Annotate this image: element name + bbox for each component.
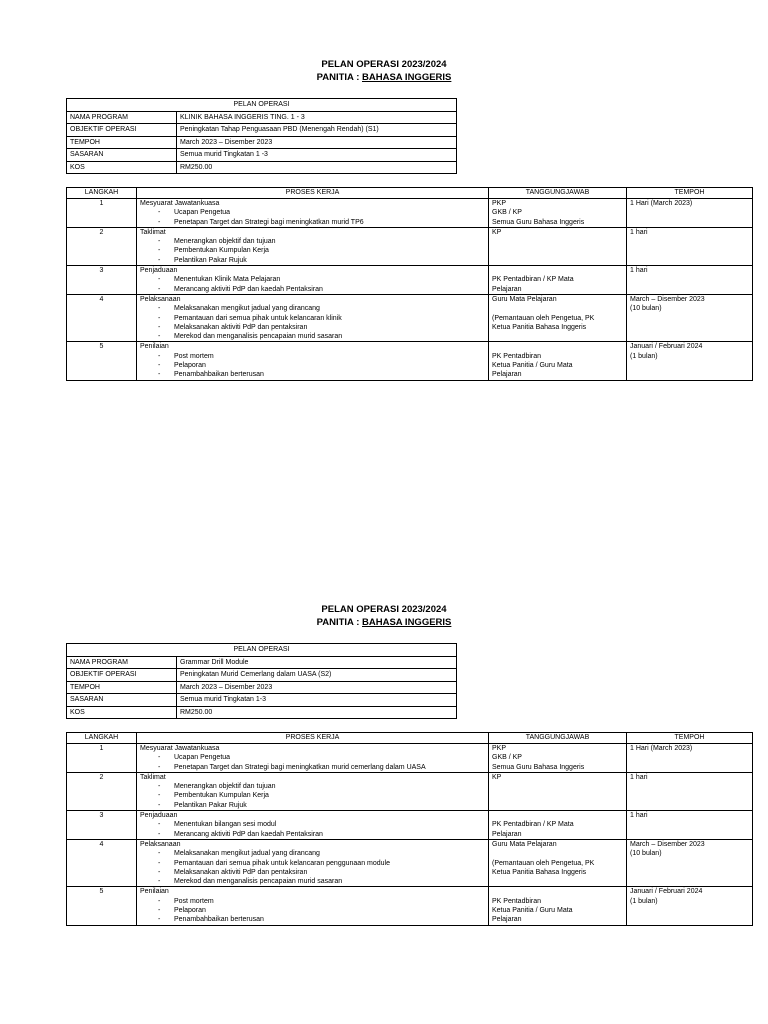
column-header-tanggung: TANGGUNGJAWAB xyxy=(489,188,627,199)
duration-line: 1 Hari (March 2023) xyxy=(630,200,693,207)
step-duration xyxy=(627,199,753,228)
info-header-row xyxy=(67,99,457,112)
responsibility-line: Pelajaran xyxy=(492,285,522,293)
step-responsibility xyxy=(489,199,627,228)
step-main-task: Penjaduaan xyxy=(140,267,178,275)
step-main-task: Penjaduaan xyxy=(140,812,178,820)
duration-line: (10 bulan) xyxy=(630,850,662,858)
info-value: KLINIK BAHASA INGGERIS TING. 1 - 3 xyxy=(177,111,457,124)
column-header-tanggung: TANGGUNGJAWAB xyxy=(489,733,627,744)
responsibility-line: Guru Mata Pelajaran xyxy=(492,840,557,848)
info-label: NAMA PROGRAM xyxy=(67,111,177,124)
step-duration xyxy=(627,744,753,773)
process-header-row xyxy=(67,733,753,744)
plan-title: PELAN OPERASI 2023/2024 xyxy=(321,59,447,70)
duration-line: Januari / Februari 2024 xyxy=(630,343,703,351)
step-main-task: Pelaksanaan xyxy=(140,295,181,303)
info-row xyxy=(67,111,457,124)
step-main-task: Penilaian xyxy=(140,343,169,351)
step-subtask: - Post mortem xyxy=(140,352,485,361)
responsibility-line: (Pemantauan oleh Pengetua, PK xyxy=(492,314,595,322)
responsibility-line: (Pemantauan oleh Pengetua, PK xyxy=(492,859,595,867)
info-value: March 2023 – Disember 2023 xyxy=(177,136,457,149)
responsibility-line: KP xyxy=(492,773,502,781)
process-step-row xyxy=(67,811,753,840)
info-value: Grammar Drill Module xyxy=(177,656,457,669)
step-subtask: - Menentukan Klinik Mata Pelajaran xyxy=(140,275,485,284)
panitia-name: BAHASA INGGERIS xyxy=(362,72,452,83)
responsibility-line: Ketua Panitia Bahasa Inggeris xyxy=(492,868,587,876)
info-row xyxy=(67,161,457,174)
duration-line: 1 hari xyxy=(630,228,648,236)
duration-line: 1 hari xyxy=(630,773,648,781)
info-value: Semua murid Tingkatan 1-3 xyxy=(177,694,457,707)
info-row xyxy=(67,124,457,137)
step-responsibility xyxy=(489,744,627,773)
info-row xyxy=(67,681,457,694)
step-responsibility xyxy=(489,887,627,925)
step-main-task: Mesyuarat Jawatankuasa xyxy=(140,745,220,752)
duration-line: (1 bulan) xyxy=(630,897,658,905)
column-header-tempoh: TEMPOH xyxy=(627,733,753,744)
step-number: 4 xyxy=(67,294,137,341)
step-subtask: - Pemantauan dari semua pihak untuk kelancaran klinik xyxy=(140,314,485,323)
step-process xyxy=(137,887,489,925)
step-number: 3 xyxy=(67,266,137,295)
process-table xyxy=(66,732,753,926)
duration-line: 1 Hari (March 2023) xyxy=(630,745,693,752)
step-responsibility xyxy=(489,266,627,295)
responsibility-line xyxy=(492,887,623,896)
info-value: RM250.00 xyxy=(177,161,457,174)
info-row xyxy=(67,669,457,682)
info-value: RM250.00 xyxy=(177,706,457,719)
step-subtask: - Merekod dan menganalisis pencapaian murid sasaran xyxy=(140,877,485,886)
column-header-langkah: LANGKAH xyxy=(67,733,137,744)
step-process xyxy=(137,227,489,265)
info-value: Peningkatan Tahap Penguasaan PBD (Menengah Rendah) (S1) xyxy=(177,124,457,137)
responsibility-line xyxy=(492,849,623,858)
step-responsibility xyxy=(489,811,627,840)
process-header-row xyxy=(67,188,753,199)
duration-line: March – Disember 2023 xyxy=(630,295,705,303)
process-table xyxy=(66,187,753,381)
step-subtask: - Melaksanakan aktiviti PdP dan pentaksiran xyxy=(140,868,485,877)
column-header-proses: PROSES KERJA xyxy=(137,733,489,744)
info-row xyxy=(67,656,457,669)
step-process xyxy=(137,199,489,228)
process-step-row xyxy=(67,744,753,773)
step-process xyxy=(137,811,489,840)
info-header-row xyxy=(67,644,457,657)
info-value: Semua murid Tingkatan 1 -3 xyxy=(177,149,457,162)
responsibility-line: PKP xyxy=(492,745,507,752)
info-row xyxy=(67,136,457,149)
step-subtask: - Penambahbaikan berterusan xyxy=(140,370,485,379)
step-responsibility xyxy=(489,839,627,886)
step-subtask: - Post mortem xyxy=(140,897,485,906)
step-subtask: - Menentukan bilangan sesi modul xyxy=(140,820,485,829)
step-duration xyxy=(627,811,753,840)
responsibility-line xyxy=(492,342,623,351)
info-label: NAMA PROGRAM xyxy=(67,656,177,669)
step-duration xyxy=(627,266,753,295)
step-process xyxy=(137,342,489,380)
responsibility-line: PK Pentadbiran / KP Mata xyxy=(492,276,574,284)
responsibility-line: Ketua Panitia Bahasa Inggeris xyxy=(492,323,587,331)
step-duration xyxy=(627,839,753,886)
responsibility-line xyxy=(492,266,623,275)
process-step-row xyxy=(67,294,753,341)
program-info-table xyxy=(66,643,457,719)
step-subtask: - Pembentukan Kumpulan Kerja xyxy=(140,791,485,800)
step-subtask: - Merekod dan menganalisis pencapaian murid sasaran xyxy=(140,332,485,341)
step-main-task: Taklimat xyxy=(140,773,166,781)
info-label: KOS xyxy=(67,161,177,174)
responsibility-line: Pelajaran xyxy=(492,830,522,838)
duration-line: Januari / Februari 2024 xyxy=(630,888,703,896)
step-subtask: - Pembentukan Kumpulan Kerja xyxy=(140,246,485,255)
step-duration xyxy=(627,887,753,925)
responsibility-line: KP xyxy=(492,228,502,236)
step-duration xyxy=(627,227,753,265)
info-label: OBJEKTIF OPERASI xyxy=(67,124,177,137)
step-process xyxy=(137,744,489,773)
step-duration xyxy=(627,772,753,810)
step-process xyxy=(137,839,489,886)
panitia-label: PANITIA : xyxy=(316,72,360,83)
step-subtask: - Melaksanakan mengikut jadual yang dirancang xyxy=(140,304,485,313)
step-subtask: - Melaksanakan mengikut jadual yang dirancang xyxy=(140,849,485,858)
step-process xyxy=(137,294,489,341)
info-row xyxy=(67,706,457,719)
step-responsibility xyxy=(489,342,627,380)
info-header: PELAN OPERASI xyxy=(67,99,457,112)
responsibility-line: Ketua Panitia / Guru Mata xyxy=(492,907,573,915)
step-subtask: - Penetapan Target dan Strategi bagi meningkatkan murid cemerlang dalam UASA xyxy=(140,763,485,772)
responsibility-line: Pelajaran xyxy=(492,371,522,379)
responsibility-line: PK Pentadbiran xyxy=(492,897,542,905)
panitia-line xyxy=(0,71,768,84)
responsibility-line: GKB / KP xyxy=(492,209,522,217)
responsibility-line xyxy=(492,811,623,820)
step-subtask: - Pemantauan dari semua pihak untuk kelancaran penggunaan module xyxy=(140,859,485,868)
step-main-task: Mesyuarat Jawatankuasa xyxy=(140,200,220,207)
column-header-proses: PROSES KERJA xyxy=(137,188,489,199)
column-header-tempoh: TEMPOH xyxy=(627,188,753,199)
step-number: 2 xyxy=(67,772,137,810)
program-info-table xyxy=(66,98,457,174)
process-step-row xyxy=(67,839,753,886)
process-step-row xyxy=(67,266,753,295)
duration-line: 1 hari xyxy=(630,812,648,820)
info-label: KOS xyxy=(67,706,177,719)
responsibility-line: PK Pentadbiran / KP Mata xyxy=(492,821,574,829)
info-label: TEMPOH xyxy=(67,681,177,694)
duration-line: (1 bulan) xyxy=(630,352,658,360)
responsibility-line: Semua Guru Bahasa Inggeris xyxy=(492,763,585,771)
step-main-task: Pelaksanaan xyxy=(140,840,181,848)
step-responsibility xyxy=(489,294,627,341)
plan-title: PELAN OPERASI 2023/2024 xyxy=(321,604,447,615)
step-subtask: - Ucapan Pengetua xyxy=(140,208,485,217)
step-number: 4 xyxy=(67,839,137,886)
responsibility-line: PKP xyxy=(492,200,507,207)
step-main-task: Taklimat xyxy=(140,228,166,236)
info-value: Peningkatan Murid Cemerlang dalam UASA (S2) xyxy=(177,669,457,682)
column-header-langkah: LANGKAH xyxy=(67,188,137,199)
step-number: 1 xyxy=(67,744,137,773)
step-subtask: - Pelantikan Pakar Rujuk xyxy=(140,256,485,265)
info-row xyxy=(67,149,457,162)
info-header: PELAN OPERASI xyxy=(67,644,457,657)
responsibility-line xyxy=(492,304,623,313)
step-subtask: - Merancang aktiviti PdP dan kaedah Pentaksiran xyxy=(140,285,485,294)
process-step-row xyxy=(67,772,753,810)
step-subtask: - Pelaporan xyxy=(140,906,485,915)
step-subtask: - Penambahbaikan berterusan xyxy=(140,915,485,924)
duration-line: March – Disember 2023 xyxy=(630,840,705,848)
responsibility-line: Guru Mata Pelajaran xyxy=(492,295,557,303)
process-step-row xyxy=(67,887,753,925)
step-subtask: - Merancang aktiviti PdP dan kaedah Pentaksiran xyxy=(140,830,485,839)
responsibility-line: Semua Guru Bahasa Inggeris xyxy=(492,218,585,226)
step-subtask: - Penetapan Target dan Strategi bagi meningkatkan murid TP6 xyxy=(140,218,485,227)
responsibility-line: GKB / KP xyxy=(492,754,522,762)
step-responsibility xyxy=(489,772,627,810)
process-step-row xyxy=(67,199,753,228)
process-step-row xyxy=(67,342,753,380)
info-value: March 2023 – Disember 2023 xyxy=(177,681,457,694)
process-step-row xyxy=(67,227,753,265)
info-label: OBJEKTIF OPERASI xyxy=(67,669,177,682)
duration-line: (10 bulan) xyxy=(630,305,662,313)
info-label: SASARAN xyxy=(67,149,177,162)
step-duration xyxy=(627,294,753,341)
panitia-label: PANITIA : xyxy=(316,617,360,628)
step-number: 2 xyxy=(67,227,137,265)
step-number: 3 xyxy=(67,811,137,840)
panitia-name: BAHASA INGGERIS xyxy=(362,617,452,628)
responsibility-line: Pelajaran xyxy=(492,916,522,924)
step-subtask: - Ucapan Pengetua xyxy=(140,753,485,762)
step-subtask: - Pelantikan Pakar Rujuk xyxy=(140,801,485,810)
step-subtask: - Melaksanakan aktiviti PdP dan pentaksiran xyxy=(140,323,485,332)
step-main-task: Penilaian xyxy=(140,888,169,896)
responsibility-line: Ketua Panitia / Guru Mata xyxy=(492,362,573,370)
step-responsibility xyxy=(489,227,627,265)
step-process xyxy=(137,772,489,810)
step-number: 5 xyxy=(67,342,137,380)
info-row xyxy=(67,694,457,707)
duration-line: 1 hari xyxy=(630,267,648,275)
info-label: SASARAN xyxy=(67,694,177,707)
info-label: TEMPOH xyxy=(67,136,177,149)
step-subtask: - Pelaporan xyxy=(140,361,485,370)
step-duration xyxy=(627,342,753,380)
step-subtask: - Menerangkan objektif dan tujuan xyxy=(140,237,485,246)
step-number: 5 xyxy=(67,887,137,925)
panitia-line xyxy=(0,616,768,629)
step-subtask: - Menerangkan objektif dan tujuan xyxy=(140,782,485,791)
step-process xyxy=(137,266,489,295)
step-number: 1 xyxy=(67,199,137,228)
responsibility-line: PK Pentadbiran xyxy=(492,352,542,360)
